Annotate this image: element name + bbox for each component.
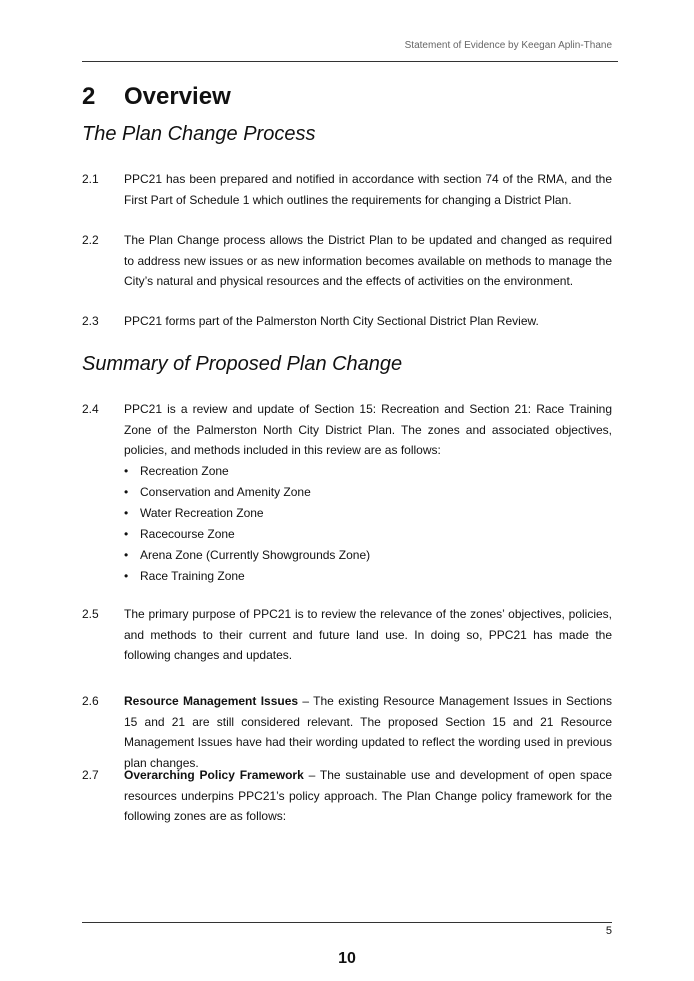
paragraph-number: 2.6 bbox=[82, 694, 99, 708]
footer-divider bbox=[82, 922, 612, 923]
paragraph-text bbox=[124, 691, 612, 773]
section-number: 2 bbox=[82, 83, 96, 110]
list-item bbox=[124, 482, 612, 503]
page-number: 5 bbox=[605, 925, 612, 937]
list-item bbox=[124, 461, 612, 482]
list-item bbox=[124, 545, 612, 566]
paragraph-number: 2.5 bbox=[82, 607, 99, 621]
list-item bbox=[124, 503, 612, 524]
bullet-icon: • bbox=[124, 484, 129, 499]
list-item bbox=[124, 524, 612, 545]
paragraph-number: 2.7 bbox=[82, 768, 99, 782]
section-heading bbox=[82, 82, 231, 112]
paragraph-2-1 bbox=[82, 169, 612, 210]
paragraph-2-4 bbox=[82, 399, 612, 587]
paragraph-body: – The sustainable use and development of open space resources underpins PPC21’s policy approach. The Plan Change policy framework for the following zones are as follows: bbox=[124, 768, 612, 823]
zone-name: Race Training Zone bbox=[140, 568, 245, 583]
zone-name: Recreation Zone bbox=[140, 463, 229, 478]
paragraph-body: – The existing Resource Management Issues in Sections 15 and 21 are still considered relevant. The proposed Section 15 and 21 Resource Management Issues have had their wording updated to reflect the wording used in previous plan changes. bbox=[124, 694, 612, 770]
zone-name: Arena Zone (Currently Showgrounds Zone) bbox=[140, 547, 371, 562]
paragraph-text: PPC21 is a review and update of Section 15: Recreation and Section 21: Race Training Zone of the Palmerston North City District Plan. The zones and associated objectives, policies, and methods included in this review are as follows: bbox=[124, 402, 612, 457]
list-item bbox=[124, 566, 612, 587]
sheet-number: 10 bbox=[338, 950, 356, 967]
subheading-plan-change-process: The Plan Change Process bbox=[82, 123, 316, 145]
paragraph-2-3 bbox=[82, 311, 612, 332]
paragraph-text: The primary purpose of PPC21 is to review the relevance of the zones’ objectives, policies, and methods to their current and future land use. In doing so, PPC21 has made the following changes and updates. bbox=[124, 607, 612, 662]
paragraph-text: PPC21 has been prepared and notified in accordance with section 74 of the RMA, and the First Part of Schedule 1 which outlines the requirements for changing a District Plan. bbox=[124, 172, 612, 207]
paragraph-text bbox=[124, 765, 612, 827]
subheading-summary: Summary of Proposed Plan Change bbox=[82, 353, 403, 375]
paragraph-number: 2.1 bbox=[82, 172, 99, 186]
paragraph-2-6 bbox=[82, 691, 612, 773]
zone-name: Water Recreation Zone bbox=[140, 505, 264, 520]
bullet-icon: • bbox=[124, 526, 129, 541]
paragraph-2-5 bbox=[82, 604, 612, 666]
zone-name: Conservation and Amenity Zone bbox=[140, 484, 311, 499]
paragraph-lead-in: Resource Management Issues bbox=[124, 694, 299, 708]
zone-name: Racecourse Zone bbox=[140, 526, 235, 541]
bullet-icon: • bbox=[124, 547, 129, 562]
bullet-icon: • bbox=[124, 505, 129, 520]
paragraph-number: 2.2 bbox=[82, 233, 99, 247]
paragraph-number: 2.3 bbox=[82, 314, 99, 328]
paragraph-number: 2.4 bbox=[82, 402, 99, 416]
header-divider bbox=[82, 61, 618, 62]
paragraph-2-7 bbox=[82, 765, 612, 827]
running-header: Statement of Evidence by Keegan Aplin-Thane bbox=[404, 40, 612, 51]
zone-list bbox=[124, 461, 612, 587]
paragraph-lead-in: Overarching Policy Framework bbox=[124, 768, 304, 782]
section-title: Overview bbox=[124, 83, 231, 110]
paragraph-text: The Plan Change process allows the District Plan to be updated and changed as required to address new issues or as new information becomes available on methods to manage the City’s natural and physical resources and the effects of activities on the environment. bbox=[124, 233, 612, 288]
bullet-icon: • bbox=[124, 463, 129, 478]
paragraph-2-2 bbox=[82, 230, 612, 292]
bullet-icon: • bbox=[124, 568, 129, 583]
paragraph-text: PPC21 forms part of the Palmerston North City Sectional District Plan Review. bbox=[124, 314, 539, 328]
